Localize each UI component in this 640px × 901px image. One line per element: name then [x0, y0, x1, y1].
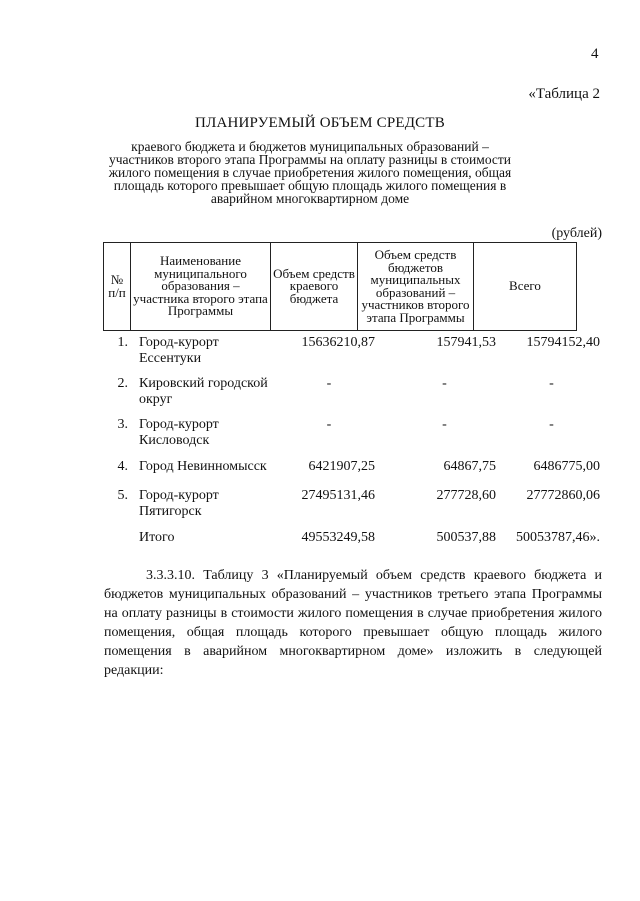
- row-name: Город Невинномысск: [139, 459, 267, 474]
- unit-note: (рублей): [551, 226, 602, 241]
- total-label: Итого: [139, 530, 175, 545]
- row-municipal: 157941,53: [436, 335, 496, 350]
- row-name: Город-курорт Ессентуки: [139, 335, 219, 366]
- row-kraevoy: 15636210,87: [301, 335, 375, 350]
- row-municipal: 277728,60: [436, 488, 496, 503]
- row-total: -: [549, 417, 554, 432]
- row-name: Город-курорт Пятигорск: [139, 488, 219, 519]
- header-num: № п/п: [104, 243, 131, 331]
- row-kraevoy: 6421907,25: [308, 459, 375, 474]
- header-name: Наименование муниципального образования – участника второго этапа Программы: [131, 243, 271, 331]
- row-name: Кировский городской округ: [139, 376, 268, 407]
- row-num: 2.: [117, 376, 128, 391]
- row-num: 1.: [117, 335, 128, 350]
- row-total: 27772860,06: [526, 488, 600, 503]
- header-total: Всего: [474, 243, 577, 331]
- funding-table-header: [103, 242, 577, 331]
- row-total: -: [549, 376, 554, 391]
- total-kraevoy: 49553249,58: [301, 530, 375, 545]
- row-num: 5.: [117, 488, 128, 503]
- row-kraevoy: -: [326, 417, 332, 432]
- total-total: 50053787,46».: [516, 530, 600, 545]
- row-kraevoy: 27495131,46: [301, 488, 375, 503]
- table-reference: «Таблица 2: [528, 86, 600, 102]
- row-num: 4.: [117, 459, 128, 474]
- body-paragraph: 3.3.3.10. Таблицу 3 «Планируемый объем средств краевого бюджета и бюджетов муниципальных образований – участников третьего этапа Программы на оплату разницы в стоимости жилого помещения в случае приобретения жилого помещения, общая площадь которого превышает общую площадь жилого помещения в аварийном многоквартирном доме» изложить в следующей редакции:: [104, 568, 602, 678]
- row-municipal: -: [442, 376, 447, 391]
- header-kraevoy: Объем средств краевого бюджета: [271, 243, 358, 331]
- row-name: Город-курорт Кисловодск: [139, 417, 219, 448]
- row-municipal: -: [442, 417, 447, 432]
- header-municipal: Объем средств бюджетов муниципальных образований – участников второго этапа Программы: [358, 243, 474, 331]
- document-title: ПЛАНИРУЕМЫЙ ОБЪЕМ СРЕДСТВ: [195, 115, 445, 131]
- row-total: 15794152,40: [526, 335, 600, 350]
- row-num: 3.: [117, 417, 128, 432]
- row-total: 6486775,00: [533, 459, 600, 474]
- page-number: 4: [591, 46, 599, 62]
- document-subtitle: краевого бюджета и бюджетов муниципальных образований – участников второго этапа Программы на оплату разницы в стоимости жилого помещения в случае приобретения жилого помещения, общая площадь которого превышает общую площадь жилого помещения в аварийном многоквартирном доме: [108, 139, 512, 206]
- row-municipal: 64867,75: [443, 459, 496, 474]
- row-kraevoy: -: [326, 376, 332, 391]
- total-municipal: 500537,88: [436, 530, 496, 545]
